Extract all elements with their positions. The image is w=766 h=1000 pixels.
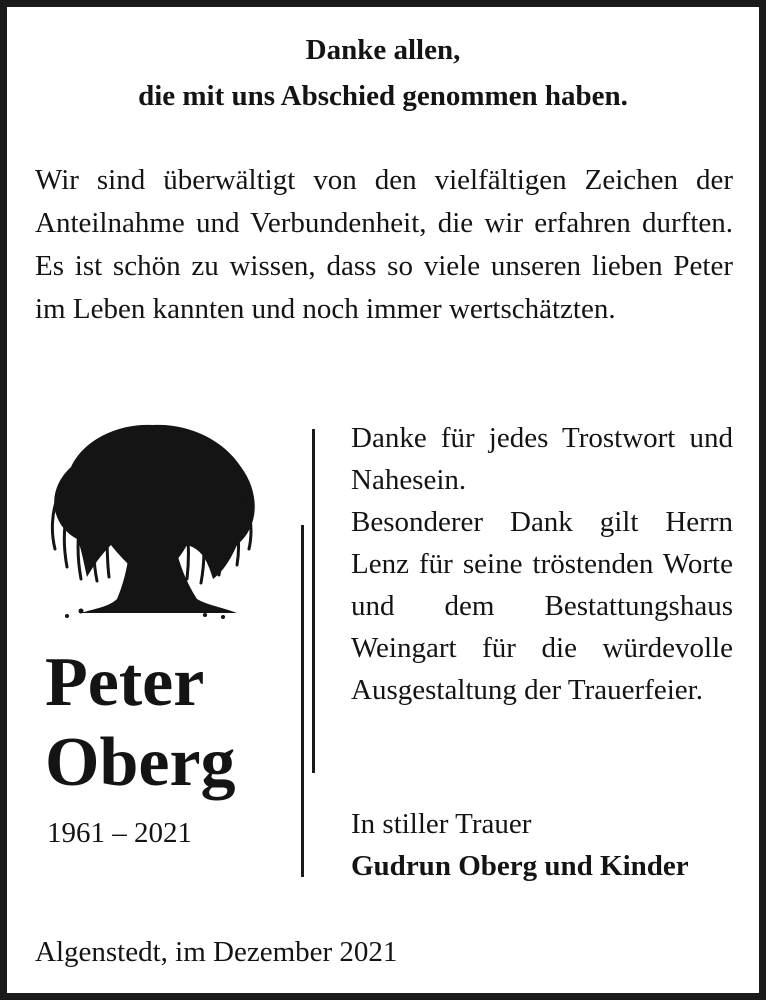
- heading-line-1: Danke allen,: [305, 34, 461, 66]
- thank-you-heading: [7, 27, 759, 119]
- signature-phrase: In stiller Trauer: [351, 808, 532, 840]
- place-and-date: Algenstedt, im Dezember 2021: [35, 936, 398, 968]
- intro-paragraph: Wir sind überwältigt von den vielfältigen Zeichen der Anteilnahme und Verbundenheit, die wir erfahren durften. Es ist schön zu wissen, dass so viele unseren lieben Peter im Leben kannten und noch immer wertschätzten.: [35, 164, 733, 325]
- life-dates: 1961 – 2021: [47, 817, 192, 849]
- thanks-paragraph-1: Danke für jedes Trostwort und Nahesein.: [351, 422, 733, 496]
- thanks-text: [351, 417, 733, 711]
- heading-line-2: die mit uns Abschied genommen haben.: [138, 80, 628, 112]
- signature: [351, 803, 689, 887]
- weeping-willow-tree-icon: [37, 421, 267, 621]
- divider-line: [301, 525, 304, 877]
- divider-line: [312, 429, 315, 773]
- last-name: Oberg: [45, 724, 236, 801]
- thanks-paragraph-2: Besonderer Dank gilt Herrn Lenz für seine tröstenden Worte und dem Bestattungshaus Weingart für die würdevolle Ausgestaltung der Trauerfeier.: [351, 506, 733, 706]
- signature-names: Gudrun Oberg und Kinder: [351, 850, 689, 882]
- deceased-name: [45, 643, 236, 803]
- first-name: Peter: [45, 644, 205, 721]
